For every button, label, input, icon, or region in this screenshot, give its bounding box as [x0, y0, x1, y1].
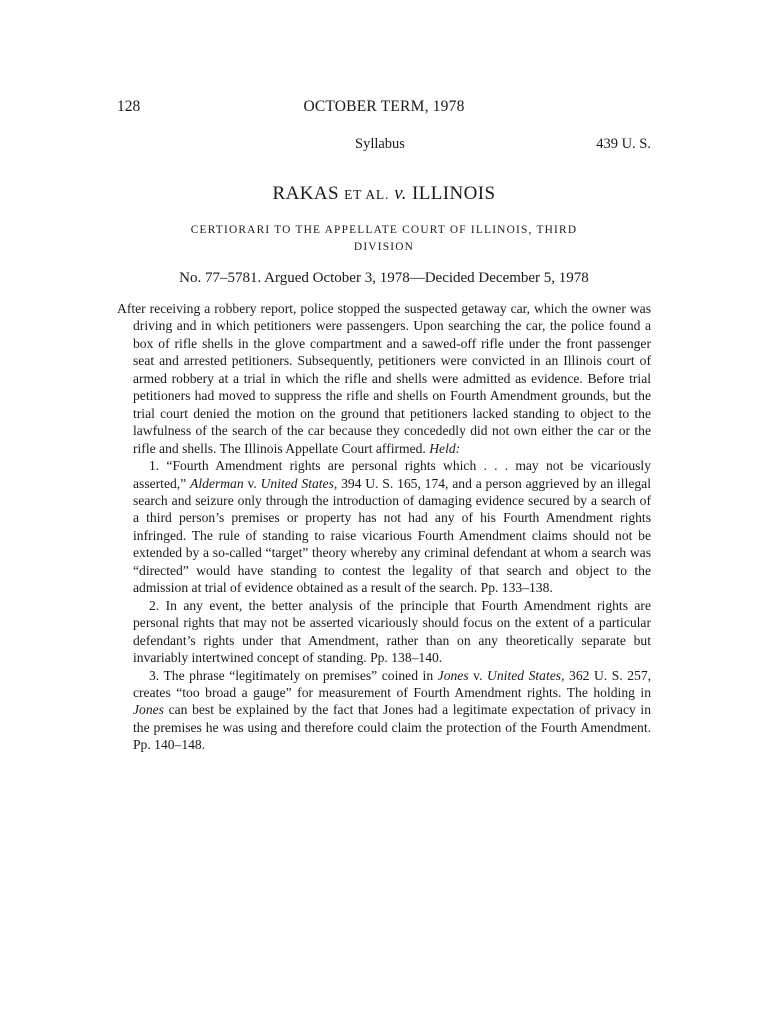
syllabus-body	[117, 300, 651, 754]
volume-citation: 439 U. S.	[596, 136, 651, 152]
holding-paragraph	[117, 667, 651, 754]
syllabus-label: Syllabus	[355, 136, 405, 152]
case-name-italic: Jones	[133, 702, 164, 718]
syllabus-summary	[117, 300, 651, 457]
certiorari-line-1: CERTIORARI TO THE APPELLATE COURT OF ILLINOIS, THIRD	[190, 224, 578, 236]
certiorari-line-2: DIVISION	[353, 241, 415, 253]
case-name-italic: Alderman	[190, 475, 244, 491]
holding-text: 362 U. S. 257, creates “too broad a gauge” for measurement of Fourth Amendment rights. The holding in	[133, 667, 652, 700]
held-label: Held:	[429, 440, 461, 456]
holding-text: 2. In any event, the better analysis of the principle that Fourth Amendment rights are personal rights that may not be asserted vicariously should focus on the extent of a particular defendant’s rights under that Amendment, rather than on any theoretically separate but invariably intertwined concept of standing. Pp. 138–140.	[133, 597, 651, 666]
holding-paragraph	[117, 457, 651, 597]
holding-text: v.	[468, 667, 488, 683]
holding-text: 394 U. S. 165, 174, and a person aggrieved by an illegal search and seizure only through the introduction of damaging evidence secured by a search of a third person’s premises or property has not had any of his Fourth Amendment rights infringed. The rule of standing to raise vicarious Fourth Amendment claims should not be extended by a so-called “target” theory whereby any criminal defendant at whom a search was “directed” would have standing to contest the legality of that search and object to the admission at trial of evidence obtained as a result of the search. Pp. 133–138.	[133, 475, 651, 596]
page-number: 128	[117, 98, 141, 115]
term-heading: OCTOBER TERM, 1978	[303, 98, 465, 115]
case-title-respondent: ILLINOIS	[406, 183, 496, 204]
holding-text: 3. The phrase “legitimately on premises” coined in	[149, 667, 438, 683]
holdings-list	[117, 457, 651, 754]
holding-text: v.	[243, 475, 261, 491]
case-name-italic: United States,	[487, 667, 565, 683]
docket-line: No. 77–5781. Argued October 3, 1978—Decided December 5, 1978	[179, 270, 589, 286]
holding-text: 1. “Fourth Amendment rights are personal rights which . . . may not be vicariously asserted,”	[133, 458, 651, 491]
holding-text: can best be explained by the fact that Jones had a legitimate expectation of privacy in the premises he was using and therefore could claim the protection of the Fourth Amendment. Pp. 140–148.	[133, 702, 651, 753]
case-name-italic: Jones	[437, 667, 469, 683]
case-title	[117, 182, 651, 207]
summary-text: After receiving a robbery report, police stopped the suspected getaway car, which the owner was driving and in which petitioners were passengers. Upon searching the car, the police found a box of rifle shells in the glove compartment and a sawed-off rifle under the front passenger seat and arrested petitioners. Subsequently, petitioners were convicted in an Illinois court of armed robbery at a trial in which the rifle and shells were admitted as evidence. Before trial petitioners had moved to suppress the rifle and shells on Fourth Amendment grounds, but the trial court denied the motion on the ground that petitioners lacked standing to object to the lawfulness of the search of the car because they concededly did not own either the car or the rifle and shells. The Illinois Appellate Court affirmed.	[117, 301, 651, 456]
case-title-et-al: ET AL.	[344, 187, 390, 202]
holding-paragraph	[117, 597, 651, 667]
case-name-italic: United States,	[260, 475, 338, 491]
case-title-versus: v.	[389, 183, 407, 204]
certiorari-line	[117, 222, 651, 256]
case-title-petitioner: RAKAS	[272, 183, 345, 204]
